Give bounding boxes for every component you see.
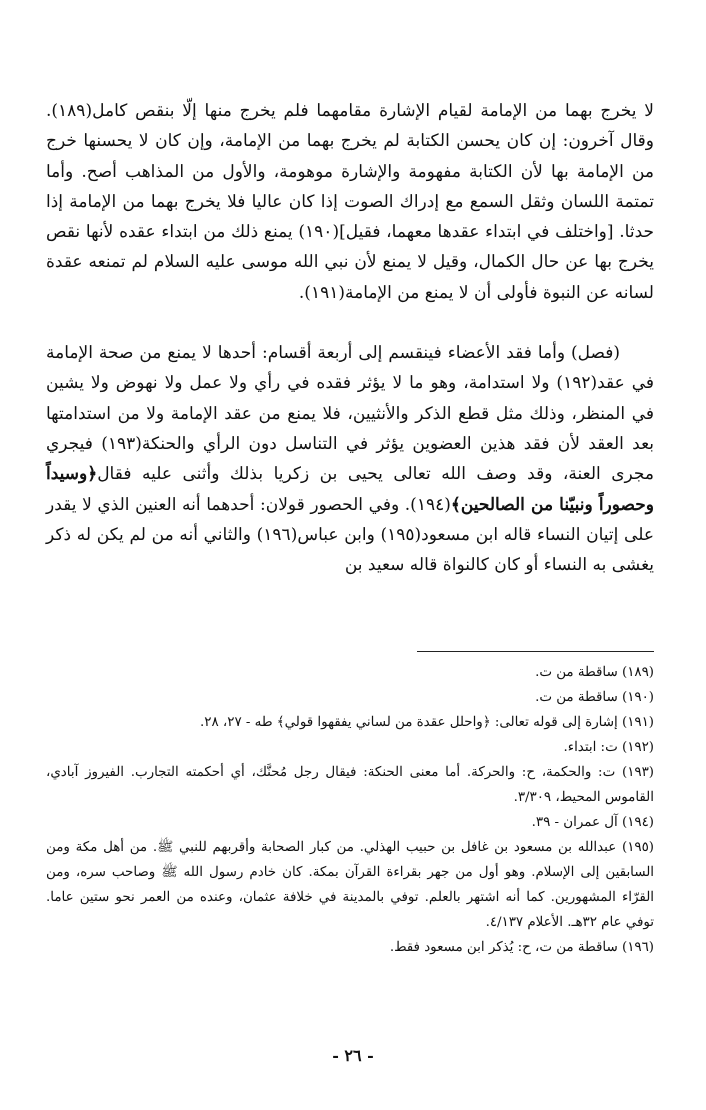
footnote: [46, 760, 654, 810]
footnote-text: ساقطة من ت.: [535, 690, 618, 705]
footnote-number: (١٩٣): [621, 765, 654, 780]
footnote: [46, 710, 654, 735]
footnote-text: ت: والحكمة، ح: والحركة. أما معنى الحنكة: فيقال رجل مُحنَّك، أي أحكمته التجارب. الفيروز آبادي، القاموس المحيط، ٣/٣٠٩.: [46, 765, 654, 805]
paragraph-2-part-b: (١٩٤). وفي الحصور قولان: أحدهما أنه العنين الذي لا يقدر على إتيان النساء قاله ابن مسعود(١٩٥) وابن عباس(١٩٦) والثاني أنه من لم يكن له ذكر يغشى به النساء أو كان كالنواة قاله سعيد بن: [46, 494, 654, 576]
footnote-text: إشارة إلى قوله تعالى: ﴿واحلل عقدة من لساني يفقهوا قولي﴾ طه - ٢٧، ٢٨.: [200, 715, 618, 730]
footnote-number: (١٩٠): [621, 690, 654, 705]
footnote-number: (١٩٢): [621, 740, 654, 755]
quran-quote: ﴿وسيداً وحصوراً ونبيّنا من الصالحين﴾: [46, 464, 654, 515]
footnote-text: عبدالله بن مسعود بن غافل بن حبيب الهذلي. من كبار الصحابة وأقربهم للنبي ﷺ. من أهل مكة ومن السابقين إلى الإسلام. وهو أول من جهر بقراءة القرآن بمكة. كان خادم رسول الله ﷺ وصاحب سره، ومن القرّاء المشهورين. كما أنه اشتهر بالعلم. توفي بالمدينة في خلافة عثمان، وعنده من العمر نحو ستين عاما. توفي عام ٣٢هـ. الأعلام ٤/١٣٧.: [46, 840, 654, 930]
footnote: [46, 835, 654, 935]
main-text: [46, 96, 654, 580]
footnote-text: ساقطة من ت، ح: يُذكر ابن مسعود فقط.: [389, 940, 618, 955]
footnote-text: آل عمران - ٣٩.: [531, 815, 618, 830]
footnote-number: (١٨٩): [621, 665, 654, 680]
footnote-text: ساقطة من ت.: [535, 665, 618, 680]
footnote: [46, 735, 654, 760]
page-number: - ٢٦ -: [332, 1046, 374, 1065]
footnote-number: (١٩١): [621, 715, 654, 730]
footnotes: [46, 660, 654, 960]
footnote: [46, 685, 654, 710]
footnote: [46, 935, 654, 960]
paragraph-2: [46, 338, 654, 580]
footnote-separator: [417, 651, 654, 652]
footnote-text: ت: ابتداء.: [563, 740, 618, 755]
paragraph-1: لا يخرج بهما من الإمامة لقيام الإشارة مقامهما فلم يخرج منها إلّا بنقص كامل(١٨٩). وقال آخرون: إن كان يحسن الكتابة لم يخرج بهما من الإمامة، وإن كان لا يحسنها خرج من الإمامة بها لأن الكتابة مفهومة والإشارة موهومة، والأول من المذاهب أصح. وأما تمتمة اللسان وثقل السمع مع إدراك الصوت إذا كان عاليا فلا يخرج بهما من الإمامة إذا حدثا. [واختلف في ابتداء عقدها معهما، فقيل](١٩٠) يمنع ذلك من ابتداء عقده لأنها نقص يخرج بها عن حال الكمال، وقيل لا يمنع لأن نبي الله موسى عليه السلام لم تمنعه عقدة لسانه عن النبوة فأولى أن لا يمنع من الإمامة(١٩١).: [46, 101, 654, 303]
footnote-number: (١٩٦): [621, 940, 654, 955]
footnote: [46, 660, 654, 685]
footnote-number: (١٩٥): [621, 840, 654, 855]
footnote: [46, 810, 654, 835]
footnote-number: (١٩٤): [621, 815, 654, 830]
paragraph-2-part-a: (فصل) وأما فقد الأعضاء فينقسم إلى أربعة أقسام: أحدها لا يمنع من صحة الإمامة في عقد(١٩٢) ولا استدامة، وهو ما لا يؤثر فقده في رأي ولا عمل ولا نهوض ولا يشين في المنظر، وذلك مثل قطع الذكر والأنثيين، فلا يمنع من عقد الإمامة ولا من استدامتها بعد العقد لأن فقد هذين العضوين يؤثر في التناسل دون الرأي والحنكة(١٩٣) فيجري مجرى العنة، وقد وصف الله تعالى يحيى بن زكريا بذلك وأثنى عليه فقال: [46, 343, 655, 485]
